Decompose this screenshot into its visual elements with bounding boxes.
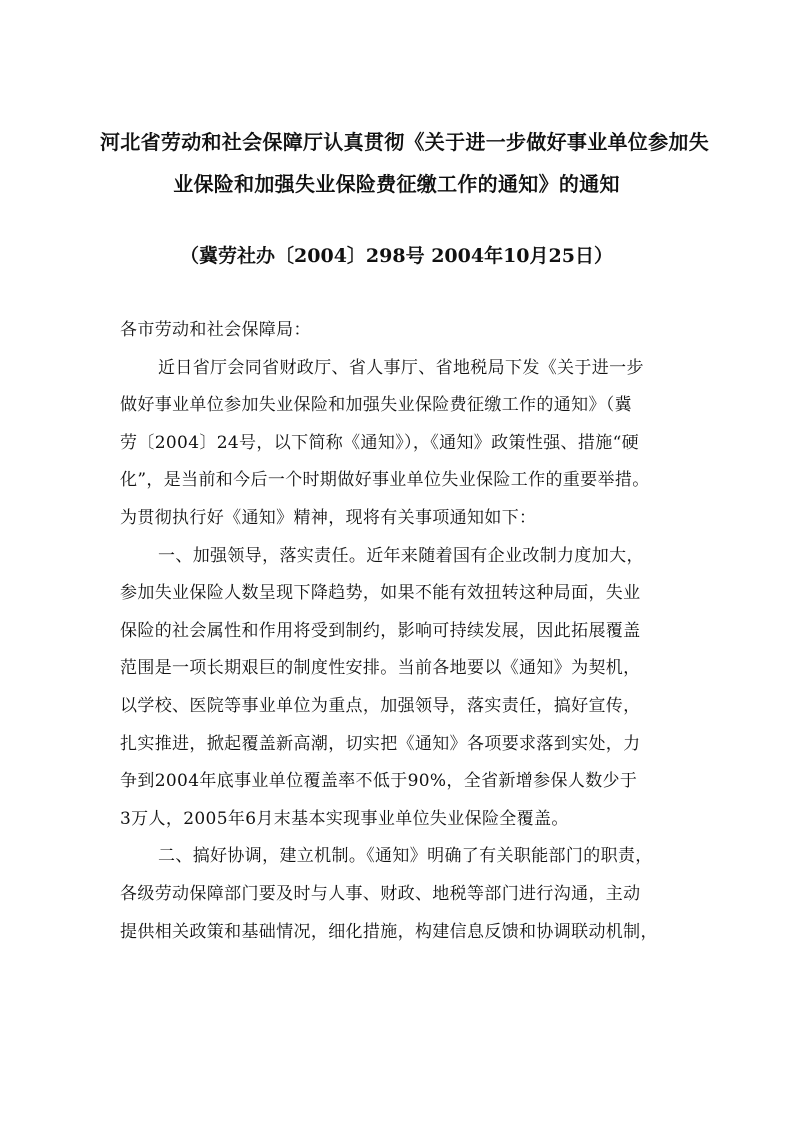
document-number: （冀劳社办〔2004〕298号 2004年10月25日）	[180, 245, 613, 267]
paragraph-line: 为贯彻执行好《通知》精神，现将有关事项通知如下：	[120, 507, 537, 528]
paragraph-line: 争到2004年底事业单位覆盖率不低于90%，全省新增参保人数少于	[120, 771, 638, 792]
paragraph-line: 提供相关政策和基础情况，细化措施，构建信息反馈和协调联动机制，	[120, 921, 658, 942]
paragraph-line: 范围是一项长期艰巨的制度性安排。当前各地要以《通知》为契机，	[120, 658, 641, 679]
paragraph-line: 扎实推进，掀起覆盖新高潮，切实把《通知》各项要求落到实处，力	[120, 733, 641, 754]
paragraph-line: 近日省厅会同省财政厅、省人事厅、省地税局下发《关于进一步	[158, 357, 644, 378]
paragraph-line: 以学校、医院等事业单位为重点，加强领导，落实责任，搞好宣传，	[120, 695, 641, 716]
paragraph-intro	[120, 350, 678, 538]
title-line-1: 河北省劳动和社会保障厅认真贯彻《关于进一步做好事业单位参加失	[100, 130, 709, 154]
document-title	[100, 121, 709, 205]
paragraph-line: 3万人，2005年6月末基本实现事业单位失业保险全覆盖。	[120, 808, 569, 829]
paragraph-line: 一、加强领导，落实责任。近年来随着国有企业改制力度加大，	[158, 545, 644, 566]
paragraph-line: 劳〔2004〕24号，以下简称《通知》），《通知》政策性强、措施“硬	[120, 432, 639, 453]
paragraph-line: 二、搞好协调，建立机制。《通知》明确了有关职能部门的职责，	[158, 846, 653, 867]
paragraph-section-2	[120, 838, 678, 951]
paragraph-line: 各级劳动保障部门要及时与人事、财政、地税等部门进行沟通，主动	[120, 883, 641, 904]
paragraph-section-1	[120, 538, 678, 839]
paragraph-line: 化”，是当前和今后一个时期做好事业单位失业保险工作的重要举措。	[120, 470, 650, 491]
paragraph-line: 保险的社会属性和作用将受到制约，影响可持续发展，因此拓展覆盖	[120, 620, 641, 641]
document-body	[120, 312, 678, 951]
title-line-2: 业保险和加强失业保险费征缴工作的通知》的通知	[173, 172, 620, 196]
paragraph-line: 参加失业保险人数呈现下降趋势，如果不能有效扭转这种局面，失业	[120, 583, 641, 604]
salutation: 各市劳动和社会保障局：	[120, 320, 311, 340]
paragraph-line: 做好事业单位参加失业保险和加强失业保险费征缴工作的通知》（冀	[120, 395, 632, 416]
